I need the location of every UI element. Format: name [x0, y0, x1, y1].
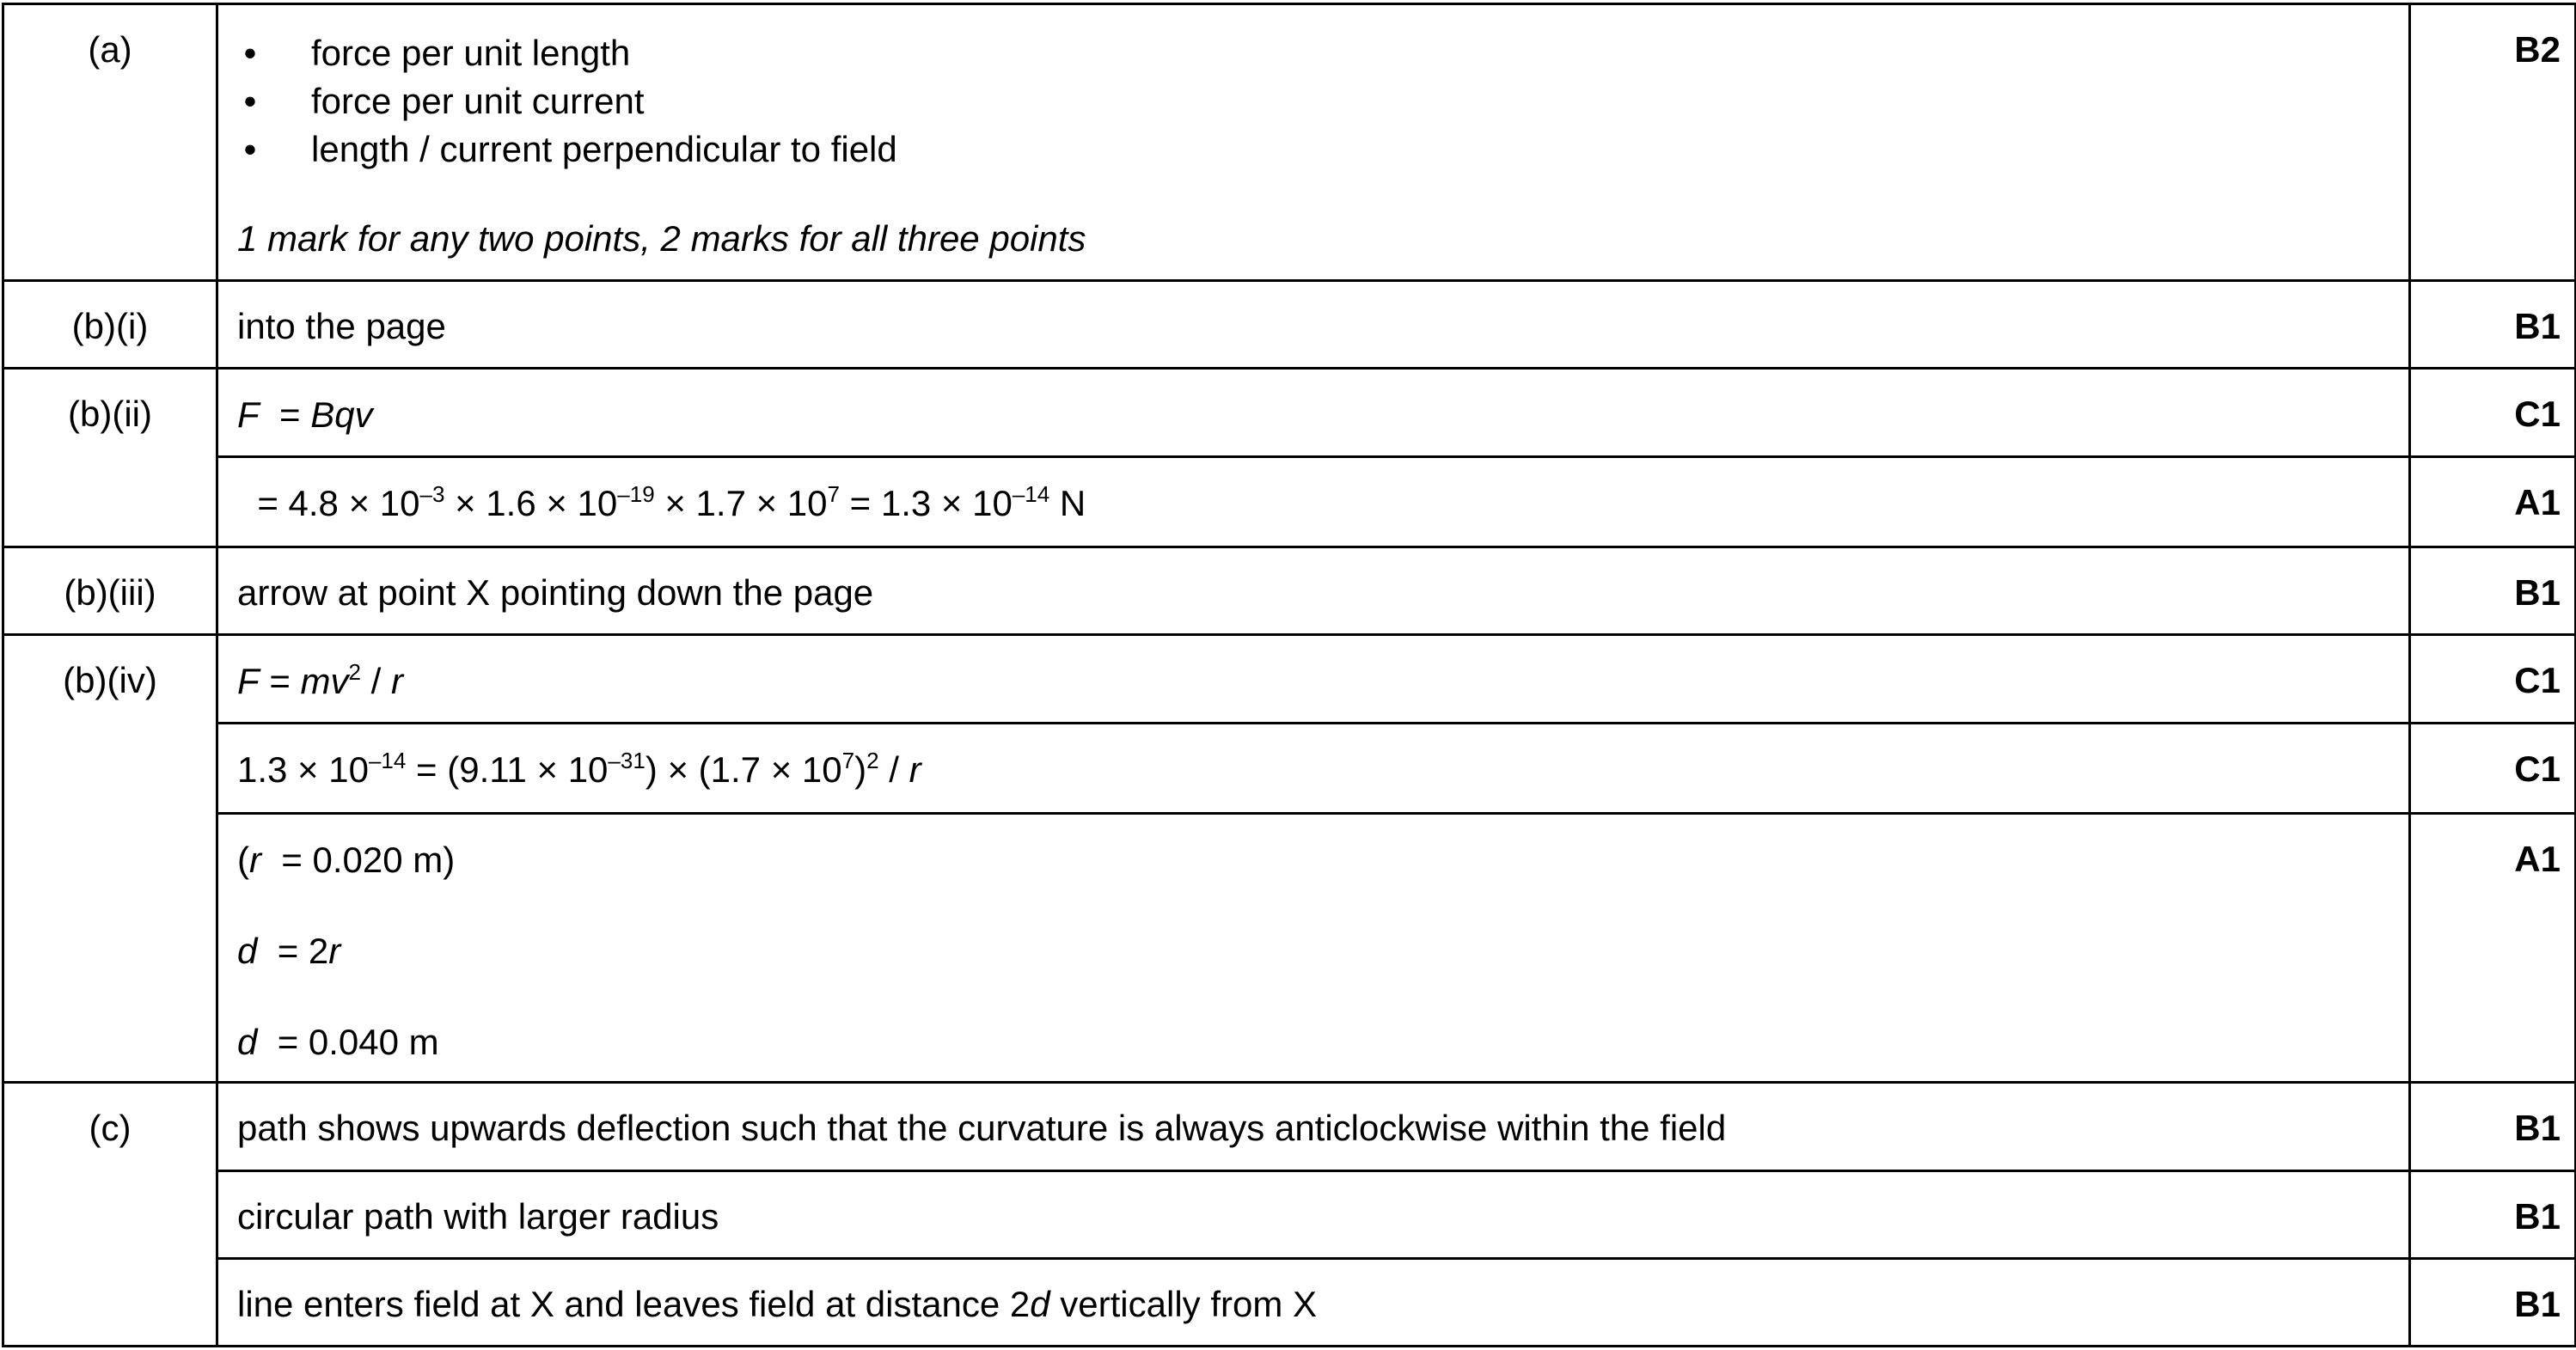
bullet-item: [237, 125, 2408, 174]
mark-code: C1: [2410, 369, 2576, 457]
exponent: 7: [841, 748, 855, 773]
bullet-text: force per unit current: [311, 81, 645, 121]
centripetal-formula: [237, 660, 2408, 703]
force-calculation: [237, 482, 2408, 525]
bullet-item: [237, 29, 2408, 77]
calc-part: ): [854, 749, 867, 790]
bullet-icon: •: [243, 33, 257, 73]
bullet-text: length / current perpendicular to field: [311, 129, 897, 169]
answer-cell: [217, 724, 2410, 814]
mark-code: A1: [2410, 457, 2576, 547]
exponent: –14: [1012, 481, 1050, 507]
exponent: –19: [617, 481, 655, 507]
radius-result: (r = 0.020 m): [237, 840, 456, 880]
force-formula: [237, 394, 2408, 437]
mark-code: B2: [2410, 4, 2576, 281]
answer-cell: [217, 635, 2410, 724]
question-label: (b)(iv): [3, 635, 217, 1083]
answer-cell: [217, 814, 2410, 1083]
mark-code: B1: [2410, 1083, 2576, 1171]
mark-code: C1: [2410, 724, 2576, 814]
mark-code: B1: [2410, 547, 2576, 635]
row-b-ii: [3, 369, 2576, 457]
exponent: –3: [419, 481, 445, 507]
symbol-d: d: [237, 1022, 258, 1062]
question-label: (c): [3, 1083, 217, 1347]
symbol-r: r: [909, 749, 921, 790]
calc-part: = 4.8 × 10: [237, 483, 420, 523]
answer-text: into the page: [217, 281, 2410, 369]
symbol-r: r: [328, 931, 341, 971]
answer-cell: [217, 1259, 2410, 1347]
row-b-ii-calc: [3, 457, 2576, 547]
calc-part: 1.3 × 10: [237, 749, 369, 790]
equals-sign: =: [259, 661, 301, 701]
row-c: [3, 1083, 2576, 1171]
row-b-iv-substitution: [3, 724, 2576, 814]
mark-code: A1: [2410, 814, 2576, 1083]
calc-part: ) × (1.7 × 10: [645, 749, 842, 790]
calc-part: × 1.7 × 10: [654, 483, 828, 523]
symbol-F: F: [237, 661, 260, 701]
row-a: [3, 4, 2576, 281]
bullet-text: force per unit length: [311, 33, 631, 73]
distance-result: d = 0.040 m: [237, 1022, 439, 1062]
question-label: (a): [3, 4, 217, 281]
row-c-radius: [3, 1171, 2576, 1259]
answer-text: arrow at point X pointing down the page: [217, 547, 2410, 635]
question-label: (b)(iii): [3, 547, 217, 635]
symbol-mv: mv: [300, 661, 349, 701]
exponent: 2: [348, 659, 361, 685]
mark-code: C1: [2410, 635, 2576, 724]
bullet-icon: •: [243, 129, 257, 169]
symbol-F: F: [237, 394, 260, 435]
answer-cell: [217, 457, 2410, 547]
answer-text: line enters field at X and leaves field at distance 2: [237, 1284, 1031, 1324]
equals-sign: =: [259, 394, 311, 435]
divide-sign: /: [361, 661, 392, 701]
answer-cell: [217, 4, 2410, 281]
question-label: (b)(ii): [3, 369, 217, 547]
row-b-i: [3, 281, 2576, 369]
symbol-r: r: [391, 661, 404, 701]
bullet-item: [237, 77, 2408, 125]
distance-relation: d = 2r: [237, 931, 341, 971]
calc-part: /: [878, 749, 909, 790]
exponent: 7: [827, 481, 840, 507]
mark-scheme-table: [2, 3, 2576, 1347]
row-b-iv: [3, 635, 2576, 724]
mark-code: B1: [2410, 1171, 2576, 1259]
calc-part: N: [1049, 483, 1086, 523]
answer-text: vertically from X: [1049, 1284, 1317, 1324]
answer-text: circular path with larger radius: [217, 1171, 2410, 1259]
row-b-iii: [3, 547, 2576, 635]
exponent: –31: [608, 748, 646, 773]
symbol-r: r: [249, 840, 261, 880]
row-c-exit: [3, 1259, 2576, 1347]
radius-substitution: [237, 748, 2408, 791]
answer-text: path shows upwards deflection such that the curvature is always anticlockwise within the field: [217, 1083, 2410, 1171]
calc-part: = (9.11 × 10: [406, 749, 609, 790]
row-b-iv-result: [3, 814, 2576, 1083]
mark-code: B1: [2410, 1259, 2576, 1347]
calc-part: = 1.3 × 10: [839, 483, 1013, 523]
calc-part: × 1.6 × 10: [444, 483, 618, 523]
symbol-d: d: [1030, 1284, 1050, 1324]
bullet-icon: •: [243, 81, 257, 121]
mark-code: B1: [2410, 281, 2576, 369]
exponent: 2: [866, 748, 879, 773]
exponent: –14: [368, 748, 407, 773]
symbol-Bqv: Bqv: [310, 394, 373, 435]
symbol-d: d: [237, 931, 258, 971]
question-label: (b)(i): [3, 281, 217, 369]
marking-note: 1 mark for any two points, 2 marks for all three points: [237, 218, 1086, 259]
answer-cell: [217, 369, 2410, 457]
